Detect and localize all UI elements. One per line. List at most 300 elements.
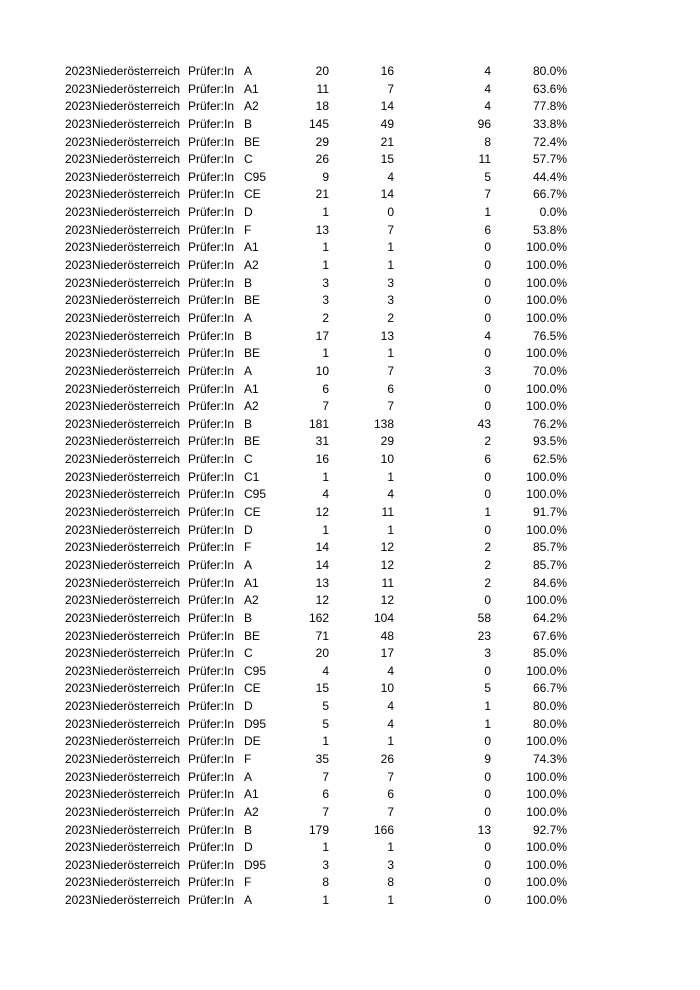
table-row [0, 63, 700, 81]
license-class-cell: A [244, 310, 253, 325]
license-class-cell: B [244, 116, 253, 131]
year-cell: 2023 [65, 222, 92, 237]
passed-cell: 1 [387, 240, 394, 255]
year-cell: 2023 [65, 734, 92, 749]
table-row [0, 522, 700, 540]
passed-cell: 7 [387, 399, 394, 414]
region-cell: Niederösterreich [92, 452, 181, 467]
failed-cell: 6 [484, 452, 491, 467]
region-cell: Niederösterreich [92, 875, 181, 890]
license-class-cell: D [244, 205, 253, 220]
failed-cell: 0 [484, 769, 491, 784]
role-cell: Prüfer:In [188, 646, 235, 661]
failed-cell: 0 [484, 804, 491, 819]
failed-cell: 0 [484, 275, 491, 290]
failed-cell: 0 [484, 663, 491, 678]
passed-cell: 104 [373, 610, 394, 625]
region-cell: Niederösterreich [92, 81, 181, 96]
year-cell: 2023 [65, 64, 92, 78]
failed-cell: 0 [484, 487, 491, 502]
year-cell: 2023 [65, 769, 92, 784]
passed-cell: 4 [387, 169, 394, 184]
region-cell: Niederösterreich [92, 169, 181, 184]
year-cell: 2023 [65, 557, 92, 572]
pass-rate-cell: 67.6% [532, 628, 567, 643]
year-cell: 2023 [65, 840, 92, 855]
license-class-cell: C [244, 152, 253, 167]
year-cell: 2023 [65, 469, 92, 484]
passed-cell: 8 [387, 875, 394, 890]
license-class-cell: A [244, 557, 253, 572]
pass-rate-cell: 100.0% [526, 275, 567, 290]
pass-rate-cell: 66.7% [532, 681, 567, 696]
passed-cell: 7 [387, 804, 394, 819]
region-cell: Niederösterreich [92, 222, 181, 237]
table-row [0, 857, 700, 875]
table-row [0, 592, 700, 610]
passed-cell: 21 [380, 134, 394, 149]
license-class-cell: C1 [244, 469, 260, 484]
region-cell: Niederösterreich [92, 434, 181, 449]
table-row [0, 98, 700, 116]
total-cell: 7 [322, 399, 329, 414]
role-cell: Prüfer:In [188, 575, 235, 590]
year-cell: 2023 [65, 275, 92, 290]
table-row [0, 575, 700, 593]
year-cell: 2023 [65, 628, 92, 643]
failed-cell: 6 [484, 222, 491, 237]
total-cell: 5 [322, 716, 329, 731]
role-cell: Prüfer:In [188, 293, 235, 308]
failed-cell: 0 [484, 593, 491, 608]
failed-cell: 5 [484, 169, 491, 184]
total-cell: 7 [322, 804, 329, 819]
region-cell: Niederösterreich [92, 857, 181, 872]
total-cell: 13 [315, 575, 329, 590]
license-class-cell: B [244, 416, 253, 431]
passed-cell: 48 [380, 628, 394, 643]
license-class-cell: D [244, 522, 253, 537]
passed-cell: 7 [387, 222, 394, 237]
license-class-cell: D [244, 699, 253, 714]
pass-rate-cell: 77.8% [532, 99, 567, 114]
region-cell: Niederösterreich [92, 593, 181, 608]
pass-rate-cell: 100.0% [526, 522, 567, 537]
role-cell: Prüfer:In [188, 628, 235, 643]
license-class-cell: A1 [244, 240, 259, 255]
region-cell: Niederösterreich [92, 628, 181, 643]
license-class-cell: BE [244, 628, 261, 643]
total-cell: 26 [315, 152, 329, 167]
year-cell: 2023 [65, 593, 92, 608]
total-cell: 1 [322, 205, 329, 220]
table-row [0, 151, 700, 169]
failed-cell: 4 [484, 328, 491, 343]
license-class-cell: A2 [244, 258, 259, 273]
failed-cell: 7 [484, 187, 491, 202]
table-row [0, 381, 700, 399]
region-cell: Niederösterreich [92, 152, 181, 167]
failed-cell: 58 [477, 610, 491, 625]
total-cell: 181 [308, 416, 329, 431]
region-cell: Niederösterreich [92, 663, 181, 678]
total-cell: 1 [322, 258, 329, 273]
pass-rate-cell: 66.7% [532, 187, 567, 202]
role-cell: Prüfer:In [188, 134, 235, 149]
license-class-cell: A2 [244, 399, 259, 414]
table-row [0, 275, 700, 293]
year-cell: 2023 [65, 134, 92, 149]
failed-cell: 2 [484, 575, 491, 590]
pass-rate-cell: 100.0% [526, 857, 567, 872]
failed-cell: 0 [484, 310, 491, 325]
role-cell: Prüfer:In [188, 64, 235, 78]
total-cell: 20 [315, 646, 329, 661]
passed-cell: 16 [380, 64, 394, 78]
pass-rate-cell: 57.7% [532, 152, 567, 167]
passed-cell: 11 [381, 505, 394, 520]
license-class-cell: D [244, 840, 253, 855]
pass-rate-cell: 33.8% [532, 116, 567, 131]
failed-cell: 0 [484, 734, 491, 749]
table-row [0, 363, 700, 381]
passed-cell: 4 [387, 487, 394, 502]
table-row [0, 398, 700, 416]
table-row [0, 769, 700, 787]
role-cell: Prüfer:In [188, 487, 235, 502]
passed-cell: 166 [373, 822, 394, 837]
pass-rate-cell: 100.0% [526, 875, 567, 890]
table-row [0, 628, 700, 646]
failed-cell: 2 [484, 540, 491, 555]
table-row [0, 539, 700, 557]
region-cell: Niederösterreich [92, 804, 181, 819]
table-row [0, 486, 700, 504]
pass-rate-cell: 100.0% [526, 258, 567, 273]
failed-cell: 43 [477, 416, 491, 431]
pass-rate-cell: 70.0% [532, 363, 567, 378]
failed-cell: 8 [484, 134, 491, 149]
pass-rate-cell: 92.7% [532, 822, 567, 837]
failed-cell: 0 [484, 787, 491, 802]
year-cell: 2023 [65, 505, 92, 520]
failed-cell: 1 [484, 505, 491, 520]
passed-cell: 14 [380, 187, 394, 202]
role-cell: Prüfer:In [188, 399, 235, 414]
table-row [0, 469, 700, 487]
region-cell: Niederösterreich [92, 822, 181, 837]
year-cell: 2023 [65, 822, 92, 837]
license-class-cell: C95 [244, 487, 267, 502]
region-cell: Niederösterreich [92, 610, 181, 625]
passed-cell: 1 [387, 258, 394, 273]
passed-cell: 6 [387, 787, 394, 802]
failed-cell: 2 [484, 557, 491, 572]
table-row [0, 169, 700, 187]
role-cell: Prüfer:In [188, 275, 235, 290]
total-cell: 20 [315, 64, 329, 78]
table-row [0, 204, 700, 222]
passed-cell: 13 [380, 328, 394, 343]
total-cell: 1 [322, 240, 329, 255]
total-cell: 4 [322, 487, 329, 502]
total-cell: 31 [315, 434, 329, 449]
role-cell: Prüfer:In [188, 875, 235, 890]
passed-cell: 0 [387, 205, 394, 220]
region-cell: Niederösterreich [92, 716, 181, 731]
total-cell: 3 [322, 275, 329, 290]
total-cell: 17 [315, 328, 329, 343]
failed-cell: 4 [484, 81, 491, 96]
failed-cell: 0 [484, 258, 491, 273]
role-cell: Prüfer:In [188, 187, 235, 202]
total-cell: 179 [308, 822, 329, 837]
failed-cell: 0 [484, 381, 491, 396]
total-cell: 14 [315, 557, 329, 572]
year-cell: 2023 [65, 610, 92, 625]
region-cell: Niederösterreich [92, 363, 181, 378]
license-class-cell: A2 [244, 593, 259, 608]
license-class-cell: B [244, 822, 253, 837]
pass-rate-cell: 100.0% [526, 293, 567, 308]
total-cell: 6 [322, 787, 329, 802]
total-cell: 10 [315, 363, 329, 378]
year-cell: 2023 [65, 116, 92, 131]
total-cell: 1 [322, 522, 329, 537]
year-cell: 2023 [65, 187, 92, 202]
role-cell: Prüfer:In [188, 505, 235, 520]
table-row [0, 557, 700, 575]
year-cell: 2023 [65, 205, 92, 220]
year-cell: 2023 [65, 540, 92, 555]
table-row [0, 345, 700, 363]
pass-rate-cell: 0.0% [539, 205, 567, 220]
license-class-cell: C [244, 646, 253, 661]
region-cell: Niederösterreich [92, 240, 181, 255]
year-cell: 2023 [65, 804, 92, 819]
license-class-cell: BE [244, 134, 261, 149]
pass-rate-cell: 85.7% [532, 557, 567, 572]
role-cell: Prüfer:In [188, 857, 235, 872]
table-row [0, 257, 700, 275]
region-cell: Niederösterreich [92, 769, 181, 784]
region-cell: Niederösterreich [92, 734, 181, 749]
year-cell: 2023 [65, 575, 92, 590]
pass-rate-cell: 93.5% [532, 434, 567, 449]
pass-rate-cell: 44.4% [532, 169, 567, 184]
table-row [0, 504, 700, 522]
pass-rate-cell: 91.7% [532, 505, 567, 520]
pass-rate-cell: 100.0% [526, 240, 567, 255]
region-cell: Niederösterreich [92, 416, 181, 431]
table-row [0, 698, 700, 716]
role-cell: Prüfer:In [188, 116, 235, 131]
passed-cell: 1 [387, 893, 394, 908]
total-cell: 2 [322, 310, 329, 325]
table-row [0, 451, 700, 469]
failed-cell: 0 [484, 840, 491, 855]
region-cell: Niederösterreich [92, 575, 181, 590]
pass-rate-cell: 100.0% [526, 487, 567, 502]
total-cell: 1 [322, 840, 329, 855]
pass-rate-cell: 100.0% [526, 381, 567, 396]
failed-cell: 23 [477, 628, 491, 643]
role-cell: Prüfer:In [188, 593, 235, 608]
pass-rate-cell: 100.0% [526, 769, 567, 784]
total-cell: 3 [322, 293, 329, 308]
year-cell: 2023 [65, 646, 92, 661]
passed-cell: 10 [380, 452, 394, 467]
region-cell: Niederösterreich [92, 381, 181, 396]
pass-rate-cell: 100.0% [526, 399, 567, 414]
year-cell: 2023 [65, 487, 92, 502]
license-class-cell: A2 [244, 99, 259, 114]
year-cell: 2023 [65, 522, 92, 537]
total-cell: 18 [315, 99, 329, 114]
region-cell: Niederösterreich [92, 469, 181, 484]
year-cell: 2023 [65, 434, 92, 449]
pass-rate-cell: 76.5% [532, 328, 567, 343]
pass-rate-cell: 64.2% [532, 610, 567, 625]
passed-cell: 29 [380, 434, 394, 449]
table-row [0, 81, 700, 99]
region-cell: Niederösterreich [92, 134, 181, 149]
passed-cell: 12 [380, 540, 394, 555]
pass-rate-cell: 84.6% [532, 575, 567, 590]
year-cell: 2023 [65, 699, 92, 714]
role-cell: Prüfer:In [188, 804, 235, 819]
year-cell: 2023 [65, 346, 92, 361]
license-class-cell: C95 [244, 663, 267, 678]
role-cell: Prüfer:In [188, 840, 235, 855]
failed-cell: 11 [478, 152, 491, 167]
total-cell: 29 [315, 134, 329, 149]
role-cell: Prüfer:In [188, 434, 235, 449]
license-class-cell: BE [244, 293, 261, 308]
table-row [0, 733, 700, 751]
pass-rate-cell: 63.6% [532, 81, 567, 96]
total-cell: 3 [322, 857, 329, 872]
pass-rate-cell: 80.0% [532, 716, 567, 731]
pass-rate-cell: 80.0% [532, 699, 567, 714]
license-class-cell: BE [244, 434, 261, 449]
license-class-cell: CE [244, 505, 261, 520]
passed-cell: 2 [387, 310, 394, 325]
region-cell: Niederösterreich [92, 328, 181, 343]
role-cell: Prüfer:In [188, 328, 235, 343]
year-cell: 2023 [65, 399, 92, 414]
failed-cell: 0 [484, 893, 491, 908]
passed-cell: 7 [387, 81, 394, 96]
failed-cell: 1 [484, 205, 491, 220]
license-class-cell: B [244, 328, 253, 343]
role-cell: Prüfer:In [188, 893, 235, 908]
total-cell: 13 [315, 222, 329, 237]
pass-rate-cell: 100.0% [526, 734, 567, 749]
role-cell: Prüfer:In [188, 663, 235, 678]
region-cell: Niederösterreich [92, 522, 181, 537]
role-cell: Prüfer:In [188, 81, 235, 96]
table-row [0, 680, 700, 698]
pass-rate-cell: 100.0% [526, 310, 567, 325]
total-cell: 145 [308, 116, 329, 131]
year-cell: 2023 [65, 310, 92, 325]
passed-cell: 4 [387, 716, 394, 731]
total-cell: 21 [315, 187, 329, 202]
total-cell: 9 [322, 169, 329, 184]
license-class-cell: CE [244, 681, 261, 696]
pass-rate-cell: 100.0% [526, 346, 567, 361]
failed-cell: 4 [484, 99, 491, 114]
total-cell: 6 [322, 381, 329, 396]
year-cell: 2023 [65, 363, 92, 378]
region-cell: Niederösterreich [92, 310, 181, 325]
year-cell: 2023 [65, 893, 92, 908]
year-cell: 2023 [65, 258, 92, 273]
role-cell: Prüfer:In [188, 452, 235, 467]
role-cell: Prüfer:In [188, 540, 235, 555]
pass-rate-cell: 85.7% [532, 540, 567, 555]
year-cell: 2023 [65, 240, 92, 255]
license-class-cell: A2 [244, 804, 259, 819]
role-cell: Prüfer:In [188, 381, 235, 396]
year-cell: 2023 [65, 152, 92, 167]
passed-cell: 138 [373, 416, 394, 431]
year-cell: 2023 [65, 716, 92, 731]
pass-rate-cell: 100.0% [526, 469, 567, 484]
role-cell: Prüfer:In [188, 310, 235, 325]
passed-cell: 4 [387, 699, 394, 714]
passed-cell: 1 [387, 346, 394, 361]
role-cell: Prüfer:In [188, 822, 235, 837]
passed-cell: 1 [387, 522, 394, 537]
region-cell: Niederösterreich [92, 205, 181, 220]
passed-cell: 10 [380, 681, 394, 696]
table-row [0, 839, 700, 857]
pass-rate-cell: 76.2% [532, 416, 567, 431]
failed-cell: 0 [484, 293, 491, 308]
license-class-cell: F [244, 751, 252, 766]
role-cell: Prüfer:In [188, 416, 235, 431]
region-cell: Niederösterreich [92, 116, 181, 131]
passed-cell: 12 [380, 557, 394, 572]
license-class-cell: F [244, 540, 252, 555]
license-class-cell: CE [244, 187, 261, 202]
pass-rate-cell: 100.0% [526, 593, 567, 608]
table-row [0, 222, 700, 240]
table-row [0, 786, 700, 804]
role-cell: Prüfer:In [188, 346, 235, 361]
license-class-cell: C95 [244, 169, 267, 184]
failed-cell: 0 [484, 522, 491, 537]
region-cell: Niederösterreich [92, 99, 181, 114]
region-cell: Niederösterreich [92, 840, 181, 855]
year-cell: 2023 [65, 857, 92, 872]
license-class-cell: F [244, 222, 252, 237]
total-cell: 1 [322, 893, 329, 908]
failed-cell: 1 [484, 699, 491, 714]
passed-cell: 3 [387, 857, 394, 872]
pass-rate-cell: 62.5% [532, 452, 567, 467]
table-row [0, 134, 700, 152]
region-cell: Niederösterreich [92, 64, 181, 78]
pass-rate-cell: 100.0% [526, 893, 567, 908]
passed-cell: 1 [387, 734, 394, 749]
year-cell: 2023 [65, 452, 92, 467]
license-class-cell: DE [244, 734, 261, 749]
region-cell: Niederösterreich [92, 681, 181, 696]
table-row [0, 116, 700, 134]
